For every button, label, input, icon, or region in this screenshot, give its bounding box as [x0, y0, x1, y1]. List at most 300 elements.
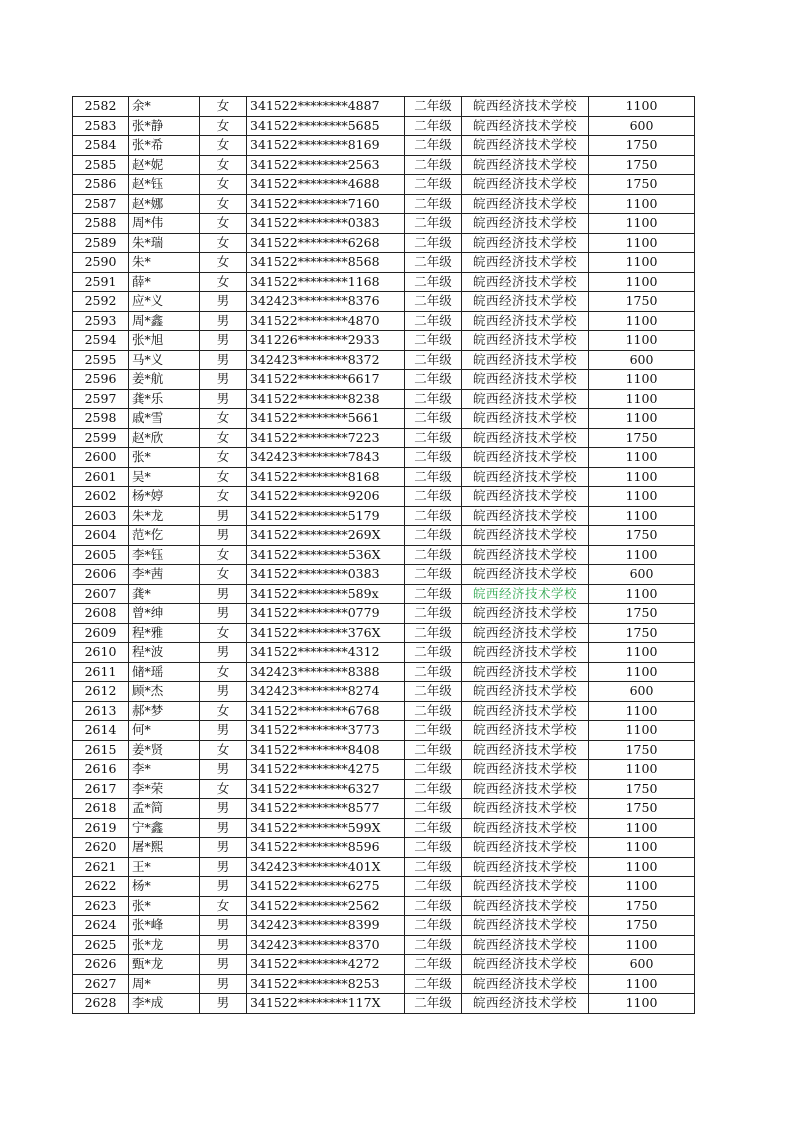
id-number-cell: 341522********4887 [247, 97, 405, 117]
row-number-cell: 2597 [73, 389, 129, 409]
gender-cell: 男 [200, 760, 247, 780]
grade-cell: 二年级 [405, 487, 462, 507]
gender-cell: 男 [200, 370, 247, 390]
student-subsidy-table [72, 96, 695, 1014]
gender-cell: 男 [200, 955, 247, 975]
table-row [73, 233, 695, 253]
amount-cell: 1100 [589, 935, 695, 955]
student-name-cell: 周*伟 [129, 214, 200, 234]
table-row [73, 214, 695, 234]
grade-cell: 二年级 [405, 194, 462, 214]
gender-cell: 女 [200, 409, 247, 429]
grade-cell: 二年级 [405, 584, 462, 604]
table-row [73, 838, 695, 858]
gender-cell: 女 [200, 623, 247, 643]
school-cell: 皖西经济技术学校 [462, 97, 589, 117]
grade-cell: 二年级 [405, 311, 462, 331]
id-number-cell: 342423********8372 [247, 350, 405, 370]
gender-cell: 女 [200, 740, 247, 760]
amount-cell: 1100 [589, 760, 695, 780]
gender-cell: 男 [200, 877, 247, 897]
gender-cell: 女 [200, 116, 247, 136]
student-name-cell: 何* [129, 721, 200, 741]
school-cell: 皖西经济技术学校 [462, 428, 589, 448]
gender-cell: 男 [200, 994, 247, 1014]
grade-cell: 二年级 [405, 545, 462, 565]
grade-cell: 二年级 [405, 799, 462, 819]
amount-cell: 1100 [589, 331, 695, 351]
table-row [73, 272, 695, 292]
gender-cell: 男 [200, 292, 247, 312]
id-number-cell: 341522********8577 [247, 799, 405, 819]
gender-cell: 男 [200, 311, 247, 331]
school-cell: 皖西经济技术学校 [462, 526, 589, 546]
student-name-cell: 李*钰 [129, 545, 200, 565]
row-number-cell: 2594 [73, 331, 129, 351]
amount-cell: 600 [589, 955, 695, 975]
student-name-cell: 余* [129, 97, 200, 117]
grade-cell: 二年级 [405, 565, 462, 585]
table-row [73, 643, 695, 663]
row-number-cell: 2625 [73, 935, 129, 955]
row-number-cell: 2595 [73, 350, 129, 370]
row-number-cell: 2587 [73, 194, 129, 214]
student-name-cell: 姜*贤 [129, 740, 200, 760]
school-cell: 皖西经济技术学校 [462, 214, 589, 234]
gender-cell: 女 [200, 428, 247, 448]
table-row [73, 701, 695, 721]
row-number-cell: 2606 [73, 565, 129, 585]
gender-cell: 女 [200, 565, 247, 585]
row-number-cell: 2626 [73, 955, 129, 975]
amount-cell: 1750 [589, 604, 695, 624]
amount-cell: 1100 [589, 253, 695, 273]
id-number-cell: 341522********8168 [247, 467, 405, 487]
row-number-cell: 2627 [73, 974, 129, 994]
row-number-cell: 2599 [73, 428, 129, 448]
grade-cell: 二年级 [405, 272, 462, 292]
row-number-cell: 2602 [73, 487, 129, 507]
school-cell: 皖西经济技术学校 [462, 974, 589, 994]
gender-cell: 女 [200, 97, 247, 117]
amount-cell: 1100 [589, 877, 695, 897]
amount-cell: 1100 [589, 389, 695, 409]
student-name-cell: 朱*龙 [129, 506, 200, 526]
amount-cell: 1100 [589, 994, 695, 1014]
row-number-cell: 2603 [73, 506, 129, 526]
gender-cell: 女 [200, 233, 247, 253]
id-number-cell: 341522********5685 [247, 116, 405, 136]
table-row [73, 721, 695, 741]
amount-cell: 1750 [589, 916, 695, 936]
id-number-cell: 341522********0383 [247, 214, 405, 234]
id-number-cell: 341522********5179 [247, 506, 405, 526]
id-number-cell: 341522********9206 [247, 487, 405, 507]
gender-cell: 男 [200, 799, 247, 819]
student-name-cell: 龚* [129, 584, 200, 604]
amount-cell: 1750 [589, 526, 695, 546]
table-row [73, 896, 695, 916]
school-cell: 皖西经济技术学校 [462, 233, 589, 253]
student-name-cell: 张*峰 [129, 916, 200, 936]
amount-cell: 1100 [589, 467, 695, 487]
grade-cell: 二年级 [405, 896, 462, 916]
student-name-cell: 戚*雪 [129, 409, 200, 429]
school-cell: 皖西经济技术学校 [462, 194, 589, 214]
table-row [73, 935, 695, 955]
school-cell: 皖西经济技术学校 [462, 721, 589, 741]
id-number-cell: 341522********2563 [247, 155, 405, 175]
id-number-cell: 341522********4870 [247, 311, 405, 331]
id-number-cell: 341522********7160 [247, 194, 405, 214]
school-cell: 皖西经济技术学校 [462, 740, 589, 760]
gender-cell: 女 [200, 194, 247, 214]
row-number-cell: 2612 [73, 682, 129, 702]
amount-cell: 1750 [589, 175, 695, 195]
gender-cell: 女 [200, 214, 247, 234]
amount-cell: 1100 [589, 545, 695, 565]
row-number-cell: 2621 [73, 857, 129, 877]
school-cell: 皖西经济技术学校 [462, 935, 589, 955]
gender-cell: 男 [200, 935, 247, 955]
table-row [73, 175, 695, 195]
amount-cell: 1100 [589, 311, 695, 331]
student-name-cell: 程*雅 [129, 623, 200, 643]
table-row [73, 857, 695, 877]
table-row [73, 467, 695, 487]
table-row [73, 116, 695, 136]
student-name-cell: 赵*妮 [129, 155, 200, 175]
student-name-cell: 李* [129, 760, 200, 780]
student-name-cell: 赵*钰 [129, 175, 200, 195]
id-number-cell: 341522********0383 [247, 565, 405, 585]
table-row [73, 136, 695, 156]
amount-cell: 1100 [589, 662, 695, 682]
row-number-cell: 2628 [73, 994, 129, 1014]
id-number-cell: 341522********2562 [247, 896, 405, 916]
gender-cell: 男 [200, 526, 247, 546]
id-number-cell: 341522********4275 [247, 760, 405, 780]
student-name-cell: 李*茜 [129, 565, 200, 585]
grade-cell: 二年级 [405, 760, 462, 780]
grade-cell: 二年级 [405, 662, 462, 682]
table-row [73, 799, 695, 819]
student-name-cell: 范*仡 [129, 526, 200, 546]
id-number-cell: 341522********269X [247, 526, 405, 546]
id-number-cell: 341522********8408 [247, 740, 405, 760]
id-number-cell: 341522********1168 [247, 272, 405, 292]
row-number-cell: 2590 [73, 253, 129, 273]
student-name-cell: 杨*婷 [129, 487, 200, 507]
gender-cell: 女 [200, 662, 247, 682]
gender-cell: 女 [200, 253, 247, 273]
id-number-cell: 341522********599X [247, 818, 405, 838]
gender-cell: 男 [200, 857, 247, 877]
school-cell: 皖西经济技术学校 [462, 662, 589, 682]
school-cell: 皖西经济技术学校 [462, 818, 589, 838]
school-cell: 皖西经济技术学校 [462, 584, 589, 604]
id-number-cell: 341522********536X [247, 545, 405, 565]
id-number-cell: 341522********8238 [247, 389, 405, 409]
table-row [73, 292, 695, 312]
row-number-cell: 2584 [73, 136, 129, 156]
gender-cell: 男 [200, 389, 247, 409]
table-row [73, 545, 695, 565]
grade-cell: 二年级 [405, 643, 462, 663]
grade-cell: 二年级 [405, 350, 462, 370]
id-number-cell: 342423********8388 [247, 662, 405, 682]
id-number-cell: 341522********4312 [247, 643, 405, 663]
id-number-cell: 342423********8399 [247, 916, 405, 936]
school-cell: 皖西经济技术学校 [462, 136, 589, 156]
school-cell: 皖西经济技术学校 [462, 487, 589, 507]
gender-cell: 女 [200, 896, 247, 916]
school-cell: 皖西经济技术学校 [462, 701, 589, 721]
grade-cell: 二年级 [405, 994, 462, 1014]
id-number-cell: 342423********8274 [247, 682, 405, 702]
table-row [73, 662, 695, 682]
grade-cell: 二年级 [405, 233, 462, 253]
id-number-cell: 342423********8370 [247, 935, 405, 955]
row-number-cell: 2598 [73, 409, 129, 429]
student-name-cell: 曾*绅 [129, 604, 200, 624]
id-number-cell: 341522********6268 [247, 233, 405, 253]
row-number-cell: 2601 [73, 467, 129, 487]
grade-cell: 二年级 [405, 370, 462, 390]
school-cell: 皖西经济技术学校 [462, 506, 589, 526]
student-name-cell: 宁*鑫 [129, 818, 200, 838]
row-number-cell: 2622 [73, 877, 129, 897]
school-cell: 皖西经济技术学校 [462, 779, 589, 799]
school-cell: 皖西经济技术学校 [462, 994, 589, 1014]
grade-cell: 二年级 [405, 175, 462, 195]
amount-cell: 600 [589, 682, 695, 702]
id-number-cell: 341522********6327 [247, 779, 405, 799]
school-cell: 皖西经济技术学校 [462, 155, 589, 175]
row-number-cell: 2614 [73, 721, 129, 741]
gender-cell: 男 [200, 604, 247, 624]
amount-cell: 1100 [589, 233, 695, 253]
table-row [73, 194, 695, 214]
student-name-cell: 朱*瑞 [129, 233, 200, 253]
student-name-cell: 周* [129, 974, 200, 994]
table-body [73, 97, 695, 1014]
grade-cell: 二年级 [405, 506, 462, 526]
id-number-cell: 341522********4272 [247, 955, 405, 975]
amount-cell: 1750 [589, 155, 695, 175]
student-name-cell: 龚*乐 [129, 389, 200, 409]
gender-cell: 男 [200, 350, 247, 370]
table-row [73, 760, 695, 780]
row-number-cell: 2585 [73, 155, 129, 175]
grade-cell: 二年级 [405, 857, 462, 877]
id-number-cell: 341522********589x [247, 584, 405, 604]
row-number-cell: 2611 [73, 662, 129, 682]
grade-cell: 二年级 [405, 292, 462, 312]
grade-cell: 二年级 [405, 97, 462, 117]
grade-cell: 二年级 [405, 974, 462, 994]
grade-cell: 二年级 [405, 779, 462, 799]
gender-cell: 男 [200, 331, 247, 351]
school-cell: 皖西经济技术学校 [462, 604, 589, 624]
grade-cell: 二年级 [405, 331, 462, 351]
school-cell: 皖西经济技术学校 [462, 292, 589, 312]
table-row [73, 604, 695, 624]
school-cell: 皖西经济技术学校 [462, 311, 589, 331]
table-row [73, 350, 695, 370]
table-row [73, 623, 695, 643]
school-cell: 皖西经济技术学校 [462, 253, 589, 273]
amount-cell: 1100 [589, 409, 695, 429]
id-number-cell: 341522********0779 [247, 604, 405, 624]
amount-cell: 1100 [589, 272, 695, 292]
student-name-cell: 杨* [129, 877, 200, 897]
table-row [73, 779, 695, 799]
school-cell: 皖西经济技术学校 [462, 370, 589, 390]
gender-cell: 女 [200, 701, 247, 721]
student-name-cell: 储*瑶 [129, 662, 200, 682]
row-number-cell: 2616 [73, 760, 129, 780]
amount-cell: 1750 [589, 779, 695, 799]
school-cell: 皖西经济技术学校 [462, 409, 589, 429]
student-name-cell: 马*义 [129, 350, 200, 370]
row-number-cell: 2623 [73, 896, 129, 916]
school-cell: 皖西经济技术学校 [462, 272, 589, 292]
table-row [73, 487, 695, 507]
id-number-cell: 341522********6617 [247, 370, 405, 390]
amount-cell: 1100 [589, 97, 695, 117]
grade-cell: 二年级 [405, 955, 462, 975]
grade-cell: 二年级 [405, 155, 462, 175]
gender-cell: 男 [200, 584, 247, 604]
row-number-cell: 2620 [73, 838, 129, 858]
grade-cell: 二年级 [405, 116, 462, 136]
row-number-cell: 2608 [73, 604, 129, 624]
table-row [73, 155, 695, 175]
id-number-cell: 342423********401X [247, 857, 405, 877]
row-number-cell: 2592 [73, 292, 129, 312]
table-row [73, 389, 695, 409]
school-cell: 皖西经济技术学校 [462, 331, 589, 351]
gender-cell: 女 [200, 136, 247, 156]
amount-cell: 1100 [589, 721, 695, 741]
table-row [73, 370, 695, 390]
school-cell: 皖西经济技术学校 [462, 623, 589, 643]
school-cell: 皖西经济技术学校 [462, 448, 589, 468]
student-name-cell: 张*旭 [129, 331, 200, 351]
table-row [73, 740, 695, 760]
student-name-cell: 张* [129, 896, 200, 916]
gender-cell: 男 [200, 916, 247, 936]
id-number-cell: 341522********8169 [247, 136, 405, 156]
row-number-cell: 2619 [73, 818, 129, 838]
table-row [73, 682, 695, 702]
amount-cell: 1750 [589, 136, 695, 156]
student-name-cell: 张* [129, 448, 200, 468]
student-name-cell: 周*鑫 [129, 311, 200, 331]
student-name-cell: 孟*简 [129, 799, 200, 819]
amount-cell: 1100 [589, 370, 695, 390]
school-cell: 皖西经济技术学校 [462, 350, 589, 370]
table-row [73, 584, 695, 604]
school-cell: 皖西经济技术学校 [462, 955, 589, 975]
amount-cell: 1750 [589, 623, 695, 643]
student-name-cell: 应*义 [129, 292, 200, 312]
grade-cell: 二年级 [405, 604, 462, 624]
id-number-cell: 341522********117X [247, 994, 405, 1014]
student-name-cell: 姜*航 [129, 370, 200, 390]
row-number-cell: 2582 [73, 97, 129, 117]
gender-cell: 女 [200, 779, 247, 799]
row-number-cell: 2609 [73, 623, 129, 643]
student-name-cell: 李*荣 [129, 779, 200, 799]
student-name-cell: 李*成 [129, 994, 200, 1014]
grade-cell: 二年级 [405, 623, 462, 643]
student-name-cell: 薛* [129, 272, 200, 292]
grade-cell: 二年级 [405, 253, 462, 273]
amount-cell: 600 [589, 565, 695, 585]
grade-cell: 二年级 [405, 838, 462, 858]
id-number-cell: 342423********7843 [247, 448, 405, 468]
grade-cell: 二年级 [405, 682, 462, 702]
school-cell: 皖西经济技术学校 [462, 175, 589, 195]
row-number-cell: 2607 [73, 584, 129, 604]
student-name-cell: 朱* [129, 253, 200, 273]
grade-cell: 二年级 [405, 136, 462, 156]
table-row [73, 994, 695, 1014]
grade-cell: 二年级 [405, 526, 462, 546]
school-cell: 皖西经济技术学校 [462, 565, 589, 585]
gender-cell: 男 [200, 506, 247, 526]
row-number-cell: 2610 [73, 643, 129, 663]
gender-cell: 女 [200, 155, 247, 175]
amount-cell: 1100 [589, 857, 695, 877]
gender-cell: 男 [200, 721, 247, 741]
grade-cell: 二年级 [405, 818, 462, 838]
student-name-cell: 吴* [129, 467, 200, 487]
row-number-cell: 2604 [73, 526, 129, 546]
school-cell: 皖西经济技术学校 [462, 896, 589, 916]
amount-cell: 600 [589, 350, 695, 370]
table-row [73, 448, 695, 468]
gender-cell: 男 [200, 974, 247, 994]
gender-cell: 女 [200, 487, 247, 507]
school-cell: 皖西经济技术学校 [462, 545, 589, 565]
school-cell: 皖西经济技术学校 [462, 389, 589, 409]
id-number-cell: 342423********8376 [247, 292, 405, 312]
gender-cell: 男 [200, 818, 247, 838]
amount-cell: 1100 [589, 506, 695, 526]
student-name-cell: 张*静 [129, 116, 200, 136]
table-row [73, 331, 695, 351]
id-number-cell: 341522********6275 [247, 877, 405, 897]
row-number-cell: 2613 [73, 701, 129, 721]
school-cell: 皖西经济技术学校 [462, 467, 589, 487]
table-row [73, 409, 695, 429]
grade-cell: 二年级 [405, 740, 462, 760]
student-name-cell: 顾*杰 [129, 682, 200, 702]
grade-cell: 二年级 [405, 935, 462, 955]
student-name-cell: 张*龙 [129, 935, 200, 955]
amount-cell: 1100 [589, 487, 695, 507]
id-number-cell: 341522********5661 [247, 409, 405, 429]
gender-cell: 男 [200, 838, 247, 858]
amount-cell: 1100 [589, 701, 695, 721]
row-number-cell: 2591 [73, 272, 129, 292]
gender-cell: 男 [200, 682, 247, 702]
gender-cell: 男 [200, 643, 247, 663]
row-number-cell: 2624 [73, 916, 129, 936]
